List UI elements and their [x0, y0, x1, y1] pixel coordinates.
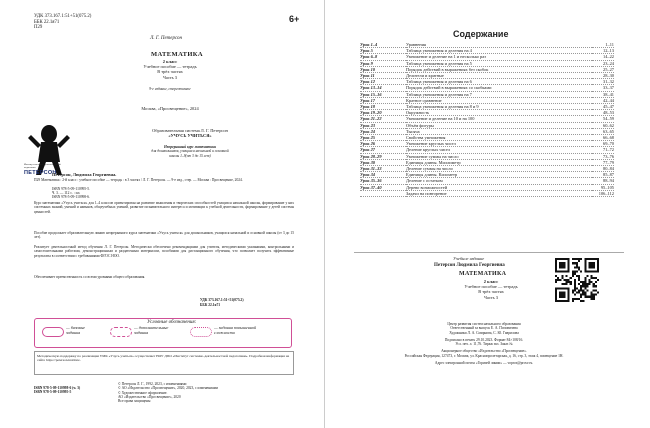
toc-pages: 28–30 [592, 73, 614, 79]
toc-topic: Деление суммы на число [406, 166, 592, 172]
copyright-3: © Художественное оформление. [118, 390, 168, 395]
toc-pages: 1–11 [592, 42, 614, 48]
course-line3: школы 1–9(от 3 до 15 лет) [169, 153, 211, 158]
toc-topic: Тысяча [406, 128, 592, 134]
toc-pages: 88–94 [592, 178, 614, 184]
divider [354, 252, 624, 253]
toc-lesson: Урок 9 [360, 60, 406, 66]
toc-table [360, 42, 614, 197]
imprint-4: Подписано в печать 29.10.2023. Формат 84×108/16. [444, 337, 524, 342]
right-part: Часть 3 [484, 294, 498, 300]
udk-block [34, 14, 91, 31]
toc-lesson: Урок 28–29 [360, 153, 406, 159]
toc-pages: 48–53 [592, 110, 614, 116]
toc-lesson: Урок 17 [360, 97, 406, 103]
toc-topic: Порядок действий в выражениях со скобками [406, 85, 592, 91]
toc-pages: 63–65 [592, 128, 614, 134]
toc-topic: Таблица умножения и деления на 7 [406, 91, 592, 97]
bbk-code: ББК 22.1я71 [34, 19, 60, 25]
copyright-2: © АО «Издательство «Просвещение», 2020, 2023, с изменениями [118, 386, 218, 391]
series-block [115, 128, 265, 138]
toc-lesson: Урок 23 [360, 122, 406, 128]
right-book-title: МАТЕМАТИКА [459, 271, 507, 277]
toc-lesson: Урок 13–14 [360, 85, 406, 91]
biblio-text: П29 Математика : 2-й класс : учебное пособие — тетрадь : в 3 частях / Л. Г. Петерсон. — 9-е изд., стер. — Москва : Просвещение, 2024. [34, 178, 243, 182]
basic-task-icon [42, 327, 64, 337]
annotation-1: Курс математики «Учусь учиться» для 1–4 классов ориентирован на развитие мышления и творческих способностей учащихся начальной школы, формирование у них системных знаний, умений и навыков, общеучебных умений, развитие познавательного интереса и мотивации к учебной деятельности, формирование у детей системы ценностей. [34, 201, 294, 214]
toc-lesson: Урок 18 [360, 104, 406, 110]
toc-pages: 71–72 [592, 147, 614, 153]
title-details [110, 59, 230, 80]
toc-topic: Деление круглых чисел [406, 147, 592, 153]
imprint-block [354, 322, 614, 365]
toc-topic: Делители и кратные [406, 73, 592, 79]
toc-lesson: Урок 11 [360, 73, 406, 79]
toc-pages: 66–68 [592, 135, 614, 141]
qr-code-icon [555, 258, 599, 302]
system-name: Образовательная система Л. Г. Петерсон [152, 128, 228, 133]
toc-lesson: Урок 34 [360, 172, 406, 178]
toc-topic: Единицы длины. Миллиметр [406, 159, 592, 165]
toc-lesson: Урок 21–22 [360, 116, 406, 122]
hard-task-icon [190, 327, 212, 337]
toc-lesson: Урок 27 [360, 147, 406, 153]
imprint-5: Усл. печ. л. 11,76. Тираж экз. Заказ № [455, 342, 513, 347]
toc-topic: Окружность [406, 110, 592, 116]
imprint-3: Художники Л. А. Смирнова, С. Ю. Гаврилова [449, 330, 519, 335]
toc-pages: 23–24 [592, 60, 614, 66]
book-title: МАТЕМАТИКА [151, 51, 203, 58]
edition: 9-е издание, стереотипное [149, 87, 191, 91]
legend-extra: — дополнительные задания [134, 325, 169, 335]
parts: В трёх частях [157, 69, 183, 75]
toc-topic: Умножение и деление на 10 и на 100 [406, 116, 592, 122]
toc-topic: Умножение и деление на 1 и несколько раз [406, 54, 592, 60]
legend-title: Условные обозначения: [147, 320, 197, 325]
toc-topic: Порядок действий в выражениях без скобок [406, 66, 592, 72]
toc-pages: 73–76 [592, 153, 614, 159]
toc-pages: 14–22 [592, 54, 614, 60]
toc-lesson: Урок 19–20 [360, 110, 406, 116]
toc-lesson: Урок 10 [360, 66, 406, 72]
toc-pages: 80–84 [592, 166, 614, 172]
toc-lesson: Урок 6–8 [360, 54, 406, 60]
udk-bottom: УДК 373.167.1:51+51(075.2) [200, 298, 244, 302]
right-author: Петерсон Людмила Георгиевна [434, 263, 505, 268]
toc-topic: Таблица умножения и деления на 6 [406, 79, 592, 85]
imprint-1: Центр развития систем начального образования [447, 322, 521, 326]
course-line1: Непрерывный курс математики [163, 145, 217, 149]
toc-pages: 38–41 [592, 91, 614, 97]
right-book-type: Учебное пособие — тетрадь [464, 284, 518, 290]
toc-lesson: Урок 5 [360, 48, 406, 54]
toc-pages: 106–112 [592, 190, 614, 196]
toc-lesson: Урок 12 [360, 79, 406, 85]
copyright-5: Все права защищены [118, 399, 151, 404]
toc-topic: Объём фигуры [406, 122, 592, 128]
toc-topic: Таблица умножения и деления на 5 [406, 60, 592, 66]
annotation-2: Пособие продолжает образовательную линию непрерывного курса математики «Учусь учиться» для дошкольников, учащихся начальной и основной школы (от 3 до 15 лет). [34, 231, 294, 240]
toc-topic: Умножение круглых чисел [406, 141, 592, 147]
toc-lesson: Урок 26 [360, 141, 406, 147]
grade: 2 класс [162, 59, 178, 64]
isbn-main: ISBN 978-5-09-110995-5. [52, 187, 90, 191]
toc-topic: Свойства умножения [406, 135, 592, 141]
toc-topic: Умножение суммы на число [406, 153, 592, 159]
biblio-part: Ч. 3. — 112 с. : ил. [52, 191, 81, 195]
author-name: Л. Г. Петерсон [150, 36, 183, 41]
toc-pages: 85–87 [592, 172, 614, 178]
toc-lesson: Урок 24 [360, 128, 406, 134]
logo-name: ПЕТЕРСОН [24, 170, 57, 176]
copyright-1: © Петерсон Л. Г., 1992, 2023, с изменениями [118, 382, 187, 386]
part: Часть 3 [163, 74, 177, 80]
course-block [110, 145, 270, 158]
toc-pages: 77–79 [592, 159, 614, 165]
toc-lesson: Урок 15–16 [360, 91, 406, 97]
right-parts: В трёх частях [478, 289, 504, 295]
toc-topic: Таблица умножения и деления на 4 [406, 48, 592, 54]
toc-pages: 42–44 [592, 97, 614, 103]
bbk-bottom: ББК 22.1я71 [200, 303, 221, 307]
annotation-4: Обеспечивает преемственность со всеми уровнями общего образования. [34, 275, 146, 279]
biblio-author: Петерсон, Людмила Георгиевна. [52, 172, 117, 177]
city-year: Москва, «Просвещение», 2024 [141, 106, 199, 111]
imprint-2: Ответственный за выпуск Е. А. Поповичева [450, 326, 518, 331]
toc-pages: 60–62 [592, 122, 614, 128]
extra-task-icon [110, 327, 132, 337]
toc-lesson: Урок 37–40 [360, 184, 406, 190]
catalog-code: П29 [34, 25, 43, 31]
toc-lesson: Урок 31–33 [360, 166, 406, 172]
isbn-part: ISBN 978-5-09-110998-6. [52, 195, 90, 199]
legend-hard: — задания повышенной сложности [214, 325, 257, 335]
right-details [436, 279, 546, 300]
isbn-bottom-1: ISBN 978-5-09-110998-6 (ч. 3) [34, 386, 81, 390]
methodical-info: Методическую поддержку по реализации УМК «Учусь учиться» осуществляет НОУ ДПО «Институт системно-деятельностной педагогики». Подробная информация на сайте https://peterson.institute. [34, 351, 294, 375]
toc-lesson: Урок 25 [360, 135, 406, 141]
annotation-3: Реализует деятельностный метод обучения Л. Г. Петерсон. Методически обеспечено рекомендациями для учителя, методическими указаниями, контрольными и самостоятельными работами, демонстрационным и раздаточным материалом, пособиями для дистанционного обучения, что позволяет получить эффективные результаты в соответствии с требованиями ФГОС НОО. [34, 245, 294, 258]
copyrights [118, 382, 218, 403]
toc-pages: 33–37 [592, 85, 614, 91]
toc-lesson: Урок 35–36 [360, 178, 406, 184]
course-line2: для дошкольников, учащихся начальной и основной [151, 149, 229, 154]
toc-topic: Единицы длины. Километр [406, 172, 592, 178]
logo-subtitle: Институт системно-деятельностной педагогики [24, 163, 61, 169]
toc-title: Содержание [453, 29, 509, 39]
toc-topic: Дерево возможностей [406, 184, 592, 190]
toc-pages: 25–27 [592, 66, 614, 72]
imprint-6: Акционерное общество «Издательство «Просвещение». [441, 349, 527, 354]
toc-lesson [360, 190, 406, 196]
toc-pages: 12–13 [592, 48, 614, 54]
toc-topic: Деление с остатком [406, 178, 592, 184]
age-rating: 6+ [289, 14, 300, 24]
series-name: «УЧУСЬ УЧИТЬСЯ» [168, 133, 212, 139]
toc-topic: Таблица умножения и деления на 8 и 9 [406, 104, 592, 110]
toc-lesson: Урок 30 [360, 159, 406, 165]
edu-label: Учебное издание [453, 256, 485, 261]
toc-topic: Уравнения [406, 42, 592, 48]
legend-basic: — базовые задания [66, 325, 86, 335]
imprint-8: Адрес электронной почты «Горячей линии» — vopros@prosv.ru. [434, 361, 534, 366]
toc-pages: 45–47 [592, 104, 614, 110]
isbn-bottom-2: ISBN 978-5-09-110995-5 [34, 390, 72, 395]
toc-lesson: Урок 1–4 [360, 42, 406, 48]
toc-row [360, 190, 614, 196]
imprint-7: Российская Федерация, 127473, г. Москва, ул. Краснопролетарская, д. 16, стр. 3, этаж 4, помещение 1Н. [404, 353, 564, 358]
toc-topic: Кратное сравнение [406, 97, 592, 103]
copyright-4: АО «Издательство «Просвещение», 2020 [118, 394, 181, 399]
toc-pages: 69–70 [592, 141, 614, 147]
toc-pages: 95–105 [592, 184, 614, 190]
book-type: Учебное пособие — тетрадь [143, 64, 197, 70]
udk-code: УДК 373.167.1:51+51(075.2) [34, 14, 92, 19]
toc-pages: 54–59 [592, 116, 614, 122]
toc-topic: Задачи на повторение [406, 190, 592, 196]
toc-pages: 31–32 [592, 79, 614, 85]
bottom-isbn [34, 386, 80, 395]
right-grade: 2 класс [483, 279, 499, 284]
